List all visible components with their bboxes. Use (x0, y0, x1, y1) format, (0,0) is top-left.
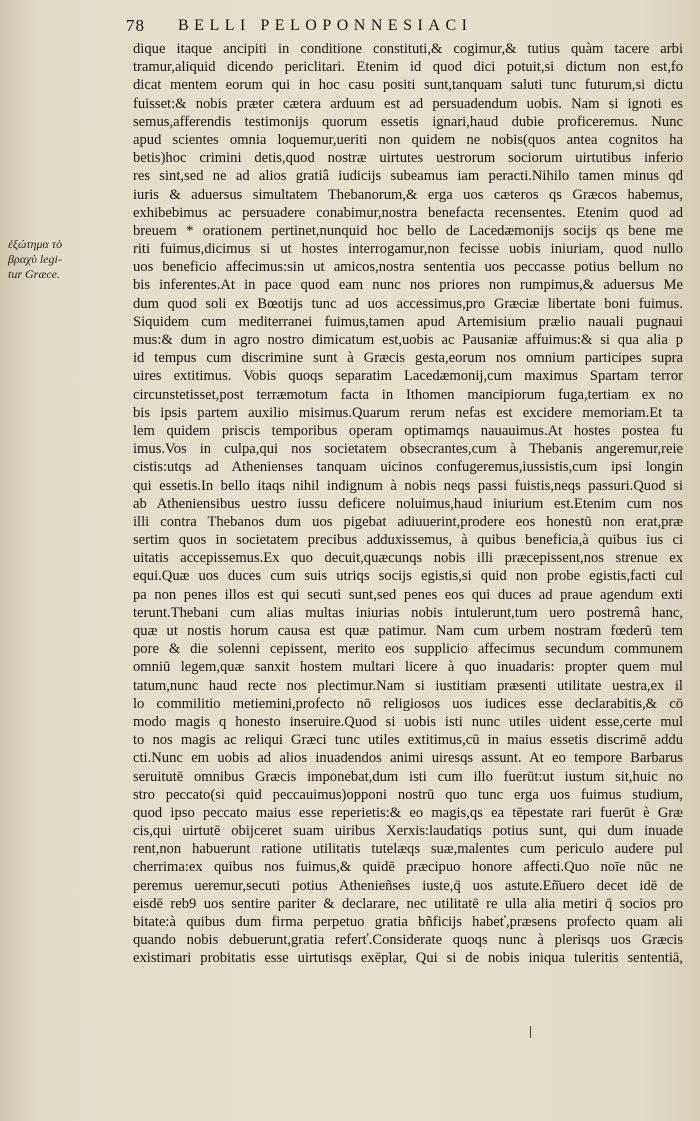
text-line: sertim quos in societatem precibus adduxissemus, à quibus beneficia,à quibus ius ci (133, 532, 683, 549)
text-line: uitatis accepissemus.Ex quo decuit,quæcunqs nobis illi præcepissent,nos strenue ex (133, 550, 683, 567)
text-line: bitate:à quibus dum firma perpetuo gratia bñficijs habeť,præsens profecto quam ali (133, 914, 683, 930)
text-line: bis ipsis partem auxilio misimus.Quarum rerum nefas est excidere memoriam.Et ta (133, 404, 683, 421)
text-line: circunstetisset,post terræmotum facta in Ithomen mancipiorum fuga,tertiam ex no (133, 386, 683, 403)
text-line: cti.Nunc em uobis ad alios inuadendos animi uiresqs assunt. At eo tempore Barbarus (133, 750, 683, 767)
text-line: quod ipso peccato maius esse reperietis:& eo magis,qs ea tēpestate rari fuerūt è Græ (133, 804, 683, 821)
text-line: rent,non habuerunt ratione utilitatis tutelæqs suæ,malentes cum periculo audere pul (133, 841, 683, 858)
text-line: tatum,nunc haud recte nos plectimur.Nam si iustitiam præsenti utilitate uestra,ex il (133, 677, 683, 694)
text-line: Siquidem cum mediterranei fuimus,tamen apud Artemisium prælio nauali pugnaui (133, 313, 683, 330)
text-line: ab Atheniensibus uestro iussu deficere noluimus,haud iniurium est.Etenim cum nos (133, 495, 683, 512)
text-line: exhibebimus ac persuadere conabimur,nostra benefacta recensentes. Etenim quod ad (133, 204, 683, 221)
text-line: res sint,sed ne ad alios gratiâ iudicijs subeamus iam peracti.Nihilo tamen minus qd (133, 168, 683, 185)
text-line: bis inferentes.At in pace quod eam nunc nos priores non rumpimus,& aduersus Me (133, 277, 683, 294)
margin-note-line: ἐξώτημα τὸ (8, 237, 63, 251)
margin-note-line: tur Græce. (8, 267, 60, 281)
text-line: betis)hoc crimini detis,quod nostræ uirtutes uestrorum sociorum uirtutibus inferio (133, 150, 683, 167)
text-line: tramur,aliquid dicendo periclitari. Etenim id quod dici potuit,si dictum non est,fo (133, 59, 683, 76)
text-line: stro peccato(si quid peccauimus)opponi nostrū quo tunc erga uos fuimus studium, (133, 786, 683, 803)
text-line: fuisset:& nobis præter cætera arduum est ad persuadendum uobis. Nam si ignoti es (133, 95, 683, 112)
page-number: 78 (126, 16, 145, 35)
text-line: omniū legem,quæ sanxit hostem multari licere à quo inuadaris: propter quem mul (133, 659, 683, 676)
body-text (133, 40, 683, 968)
text-line: iuris & aduersus simultatem Thebanorum,& erga uos cæteros qs Græcos habemus, (133, 186, 683, 203)
page-header (118, 14, 678, 40)
text-line: equi.Quæ uos duces cum suis utriqs socijs egistis,si quid non probe egistis,facti cul (133, 568, 683, 585)
text-line: eisdē reb9 uos sentire pariter & declarare, nec utilitatē re ulla alia metiri q̄ socios pro (133, 895, 683, 912)
text-line: imus.Vos in culpa,qui nos societatem obsecrantes,cum à Thebanis angeremur,reie (133, 441, 683, 458)
text-line: quæ ut nostis horum causa est quæ patimur. Nam cum urbem nostram fœderū tem (133, 623, 683, 639)
text-line: quando nobis debuerunt,gratia referť.Considerate quoqs nunc à plerisqs uos Græcis (133, 932, 683, 949)
text-line: apud scientes omnia loquemur,ueriti non quidem ne nobis(quos antea cognitos ha (133, 131, 683, 148)
page-mark (530, 1026, 537, 1038)
text-line: peremus ueremur,secuti potius Athenieñses iuste,q̄ uos astute.Eñ̄uero decet idē de (133, 877, 683, 894)
text-line: cistis:utqs ad Athenienses tanquam uicinos confugeremus,iussistis,cum ipsi longin (133, 459, 683, 476)
text-line: mus:& dum in agro nostro dimicatum est,uobis ac Pausaniæ affuimus:& si qua alia p (133, 332, 683, 348)
text-line: dicat mentem eorum qui in hoc casu positi sunt,tanquam saluti tunc futurum,si dictu (133, 77, 683, 94)
text-line: cis,qui uirtutē obijceret suam uiribus Xerxis:laudatiqs potius sunt, qui dum inuade (133, 823, 683, 840)
text-line: pore & die solenni cepissent, merito eos supplicio affecimus secundum communem (133, 641, 683, 658)
text-line: semus,afferendis testimonijs quorum essetis ignari,haud dubie proficeremus. Nunc (133, 113, 683, 130)
text-line: modo magis q honesto inseruire.Quod si uobis isti nunc utiles uident esse,certe mul (133, 713, 683, 730)
text-line: lem quidem priscis temporibus operam optimamqs nauauimus.At hostes postea fu (133, 422, 683, 439)
text-line: uires extitimus. Vobis quoqs separatim Lacedæmonij,cum maximus Spartam terror (133, 368, 683, 385)
text-line: id tempus cum discrimine sunt à Græcis gesta,eorum nos omnium participes supra (133, 350, 683, 367)
text-line: cherrima:ex quibus nos fuimus,& quidē præcipuo honore affecti.Quo noīe nūc ne (133, 859, 683, 876)
text-line: dique itaque ancipiti in conditione constituti,& cogimur,& tutius quàm tacere arbi (133, 41, 683, 57)
running-title: BELLI PELOPONNESIACI (178, 17, 473, 34)
text-line: breuem * orationem pertinet,nunquid hoc bello de Lacedæmonijs socijs qs bene me (133, 222, 683, 239)
text-line: dum quod soli ex Bœotijs tunc ad uos accessimus,pro Græciæ libertate boni fuimus. (133, 295, 683, 312)
text-line: illi contra Thebanos dum uos pigebat adiuuerint,prodere eos honestū non erat,præ (133, 513, 683, 530)
text-line: existimari probitatis esse uirtutisqs exēplar, Qui si de nobis iniqua tuleritis sententiā, (133, 950, 683, 967)
text-line: riti fuimus,dicimus si ut hostes interrogamur,non fecisse uobis iniuriam, quod nullo (133, 241, 683, 258)
text-line: pa non penes illos est qui secuti sunt,sed penes eos qui duces ad praue agendum exti (133, 586, 683, 603)
text-line: seruitutē omnibus Græcis imponebat,dum isti cum illo fuerūt:ut iustum sit,huic no (133, 768, 683, 785)
text-line: uos beneficio affecimus:sin ut amicos,nostra sententia uos peccasse potius bellum no (133, 259, 683, 276)
text-line: to nos magis ac reliqui Græci tunc utiles extitimus,cū in maius essetis discrimē addu (133, 732, 683, 749)
text-line: terunt.Thebani cum alias multas iniurias nobis intulerunt,tum uero postremâ hanc, (133, 604, 683, 621)
margin-note (8, 237, 128, 282)
text-line: qui essetis.In bello itaqs nihil indignum à nobis neqs passi fuistis,neqs passuri.Quod si (133, 477, 683, 494)
text-line: lo commilitio metiemini,profecto nō religiosos uos iudices esse declarabitis,& cō (133, 695, 683, 712)
margin-note-line: βραχὺ legi- (8, 252, 62, 266)
